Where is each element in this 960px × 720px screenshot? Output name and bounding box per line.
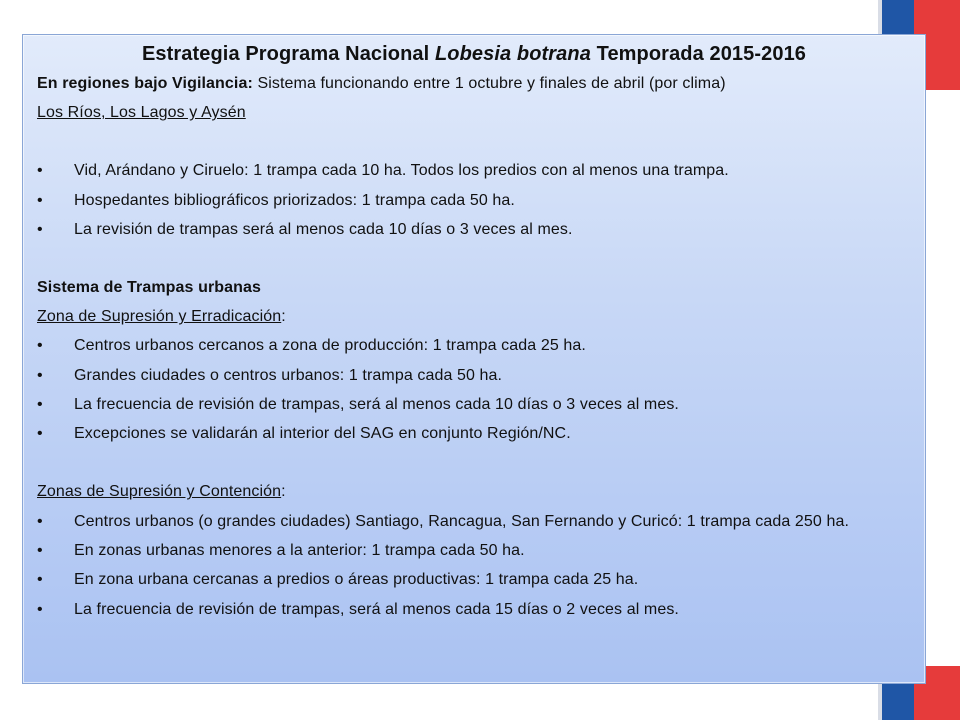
zona1-bullets (37, 335, 911, 445)
list-item-text: En zona urbana cercanas a predios o áreas productivas: 1 trampa cada 25 ha. (74, 571, 639, 589)
vigilancia-label: En regiones bajo Vigilancia: (37, 75, 253, 92)
zona1-colon: : (281, 308, 286, 326)
list-item (37, 511, 911, 533)
urbanas-heading: Sistema de Trampas urbanas (37, 278, 262, 296)
vigilancia-line (37, 73, 911, 95)
list-item-text: En zonas urbanas menores a la anterior: 1 trampa cada 50 ha. (74, 541, 525, 559)
bullet-icon: • (37, 191, 43, 209)
title-species: Lobesia botrana (434, 43, 591, 65)
list-item (37, 540, 911, 562)
list-item-text: Centros urbanos (o grandes ciudades) Santiago, Rancagua, San Fernando y Curicó: 1 trampa cada 250 ha. (74, 512, 850, 530)
content-box (22, 34, 926, 684)
list-item-text: La frecuencia de revisión de trampas, será al menos cada 15 días o 2 veces al mes. (74, 600, 679, 618)
vigilancia-bullets (37, 160, 911, 241)
list-item (37, 335, 911, 357)
zona2-heading (37, 481, 911, 503)
list-item-text: Grandes ciudades o centros urbanos: 1 trampa cada 50 ha. (74, 366, 503, 384)
list-item-text: Excepciones se validarán al interior del SAG en conjunto Región/NC. (74, 425, 571, 443)
list-item (37, 365, 911, 387)
vigilancia-text: Sistema funcionando entre 1 octubre y finales de abril (por clima) (252, 75, 726, 92)
bullet-icon: • (37, 220, 43, 238)
vigilancia-regions (37, 102, 911, 124)
regions-text: Los Ríos, Los Lagos y Aysén (37, 104, 246, 122)
bullet-icon: • (37, 425, 43, 443)
list-item (37, 219, 911, 241)
list-item-text: Vid, Arándano y Ciruelo: 1 trampa cada 10 ha. Todos los predios con al menos una trampa. (74, 162, 729, 180)
bullet-icon: • (37, 541, 43, 559)
bullet-icon: • (37, 512, 43, 530)
bullet-icon: • (37, 366, 43, 384)
list-item-text: Centros urbanos cercanos a zona de producción: 1 trampa cada 25 ha. (74, 337, 586, 355)
title-suffix: Temporada 2015-2016 (590, 43, 807, 65)
list-item-text: La revisión de trampas será al menos cada 10 días o 3 veces al mes. (74, 220, 573, 238)
zona2-label: Zonas de Supresión y Contención (37, 483, 282, 501)
bullet-icon: • (37, 571, 43, 589)
list-item (37, 160, 911, 182)
zona2-bullets (37, 511, 911, 621)
list-item (37, 599, 911, 621)
list-item-text: La frecuencia de revisión de trampas, será al menos cada 10 días o 3 veces al mes. (74, 396, 679, 414)
list-item (37, 394, 911, 416)
list-item (37, 190, 911, 212)
list-item (37, 569, 911, 591)
list-item (37, 423, 911, 445)
bullet-icon: • (37, 600, 43, 618)
bullet-icon: • (37, 162, 43, 180)
slide-title (37, 41, 911, 67)
bullet-icon: • (37, 337, 43, 355)
zona2-colon: : (281, 483, 286, 501)
zona1-label: Zona de Supresión y Erradicación (37, 308, 282, 326)
bullet-icon: • (37, 396, 43, 414)
title-prefix: Estrategia Programa Nacional (141, 43, 435, 65)
list-item-text: Hospedantes bibliográficos priorizados: 1 trampa cada 50 ha. (74, 191, 515, 209)
zona1-heading (37, 306, 911, 328)
